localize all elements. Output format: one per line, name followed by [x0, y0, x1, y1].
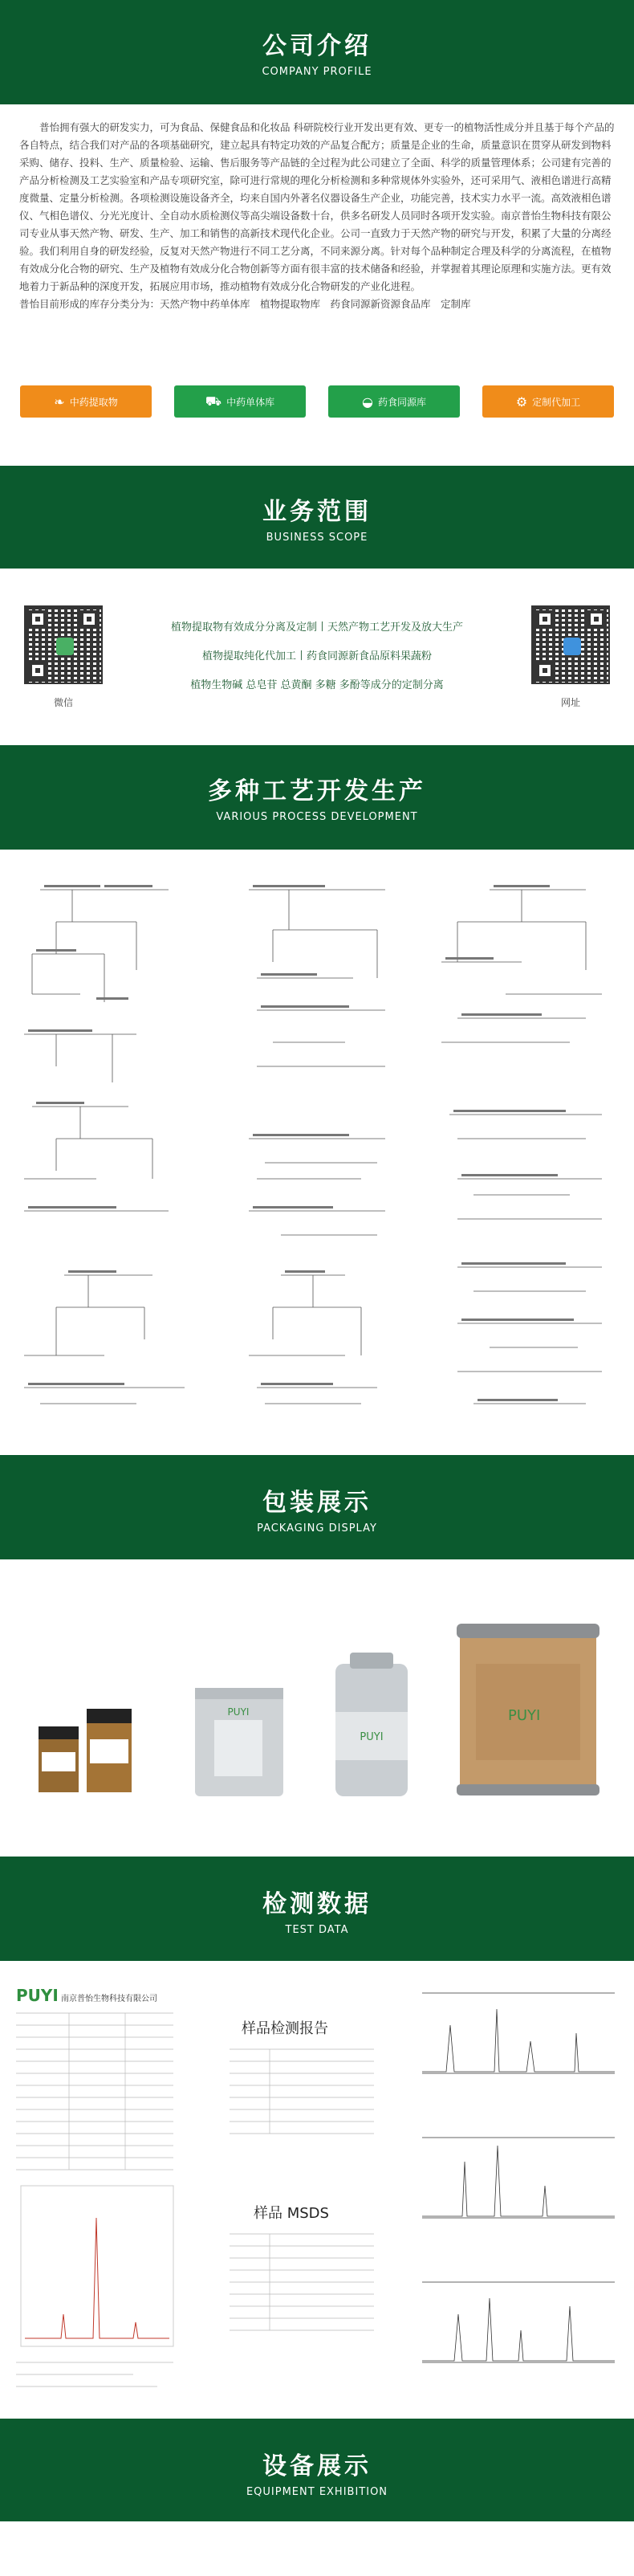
wechat-qr-block	[19, 605, 108, 709]
scope-line: 植物生物碱 总皂苷 总黄酮 多糖 多酚等成分的定制分离	[190, 679, 444, 691]
svg-text:南京普怡生物科技有限公司: 南京普怡生物科技有限公司	[61, 1995, 157, 2003]
truck-icon: ⛟	[205, 393, 222, 409]
category-label: 中药提取物	[69, 396, 118, 408]
glass-vials-image	[30, 1704, 159, 1800]
svg-text:PUYI: PUYI	[359, 1731, 384, 1743]
wechat-qr-code[interactable]	[24, 605, 103, 684]
section-title: 多种工艺开发生产	[208, 777, 426, 805]
category-custom-button[interactable]	[482, 385, 614, 418]
section-title: 设备展示	[262, 2452, 372, 2480]
aluminum-can-image	[319, 1648, 424, 1800]
svg-text:样品检测报告: 样品检测报告	[242, 2020, 328, 2037]
section-title: 包装展示	[262, 1489, 372, 1517]
bowl-icon: ◒	[362, 393, 373, 410]
category-label: 药食同源库	[377, 396, 426, 408]
category-monomer-button[interactable]	[174, 385, 306, 418]
section-subtitle: EQUIPMENT EXHIBITION	[246, 2486, 388, 2498]
coa-document	[16, 1986, 173, 2386]
section-title: 公司介绍	[262, 32, 372, 60]
category-extract-button[interactable]	[20, 385, 152, 418]
scope-line: 植物提取物有效成分分离及定制丨天然产物工艺开发及放大生产	[170, 622, 463, 634]
section-title: 业务范围	[262, 498, 372, 526]
section-subtitle: TEST DATA	[285, 1924, 349, 1936]
svg-text:PUYI: PUYI	[227, 1706, 249, 1718]
foil-bag-image	[187, 1680, 291, 1800]
category-buttons	[0, 385, 634, 421]
process-banner	[0, 745, 634, 850]
test-reports-image	[13, 1977, 621, 2403]
wechat-logo-icon	[56, 638, 74, 655]
section-subtitle: BUSINESS SCOPE	[266, 532, 368, 544]
packaging-gallery	[0, 1559, 634, 1857]
category-label: 中药单体库	[226, 396, 275, 408]
svg-text:PUYI: PUYI	[507, 1707, 540, 1724]
category-food-button[interactable]	[328, 385, 460, 418]
gear-icon: ⚙	[515, 393, 528, 410]
testdata-gallery	[0, 1961, 634, 2419]
svg-text:PUYI: PUYI	[16, 1986, 59, 2005]
intro-paragraph: 普怡拥有强大的研发实力，可为食品、保健食品和化妆品 科研院校行业开发出更有效、更专一的植物活性成分并且基于每个产品的各自特点，结合我们对产品的各项基础研究，建立起具有特定功效的产品复合配方；质量是企业的生命，质量意识在贯穿从研发到物料采购、储存、投料、生产、质量检验、运输、售后服务等产品链的全过程为此公司建立了全面、科学的质量管理体系；公司建有完善的产品分析检测及工艺实验室和产品专项研究室，除可进行常规的理化分析检测和多种常规体外实验外，还可采用气、液相色谱进行高精度微量、定量分析检测。各项检测设施设备齐全，均来自国内外著名仪器设备生产企业，功能完善，技术实力水平一流。高效液相色谱仪、气相色谱仪、分光光度计、全自动水质检测仪等高尖端设备数十台，供多名研发人员同时各项开发实验。南京普怡生物科技有限公司专业从事天然产物、研发、生产、加工和销售的高新技术现代化企业。公司一直致力于天然产物的研究与开发，积累了大量的分离经验。我们利用自身的研发经验，反复对天然产物进行不同工艺分离，不同来源分离。针对每个品种制定合理及科学的分离流程，在植物有效成分化合物的研究、生产及植物有效成分化合物创新等方面有很丰富的技术储备和经验，并掌握着其理论原理和实施方法。更有效地着力于新品种的深度开发，拓展应用市场，推动植物有效成分化合物研发的产业化进程。	[19, 121, 615, 292]
section-subtitle: VARIOUS PROCESS DEVELOPMENT	[216, 811, 418, 823]
process-flowchart-image	[8, 874, 626, 1436]
fiber-drum-image	[452, 1616, 604, 1800]
nmr-spectra	[422, 1993, 615, 2362]
company-intro	[0, 104, 634, 377]
scope-lines	[108, 607, 526, 707]
section-subtitle: PACKAGING DISPLAY	[257, 1522, 377, 1535]
testdata-banner	[0, 1857, 634, 1961]
report-and-msds	[230, 2020, 374, 2330]
website-qr-block	[526, 605, 615, 709]
equipment-banner	[0, 2419, 634, 2521]
section-title: 检测数据	[262, 1890, 372, 1918]
website-qr-code[interactable]	[531, 605, 610, 684]
svg-text:样品 MSDS: 样品 MSDS	[254, 2205, 329, 2222]
qr-label: 微信	[53, 696, 73, 708]
business-scope-banner	[0, 466, 634, 569]
packaging-banner	[0, 1455, 634, 1559]
inventory-line: 普怡目前形成的库存分类分为：天然产物中药单体库 植物提取物库 药食同源新资源食品库 定制库	[19, 298, 471, 310]
process-flowcharts	[0, 850, 634, 1455]
section-subtitle: COMPANY PROFILE	[262, 66, 372, 78]
website-logo-icon	[563, 638, 581, 655]
category-label: 定制代加工	[532, 396, 581, 408]
leaf-icon: ❧	[54, 393, 65, 410]
qr-label: 网址	[560, 696, 580, 708]
company-profile-banner	[0, 0, 634, 104]
business-scope	[0, 569, 634, 745]
scope-line: 植物提取纯化代加工丨药食同源新食品原料果蔬粉	[201, 650, 432, 662]
